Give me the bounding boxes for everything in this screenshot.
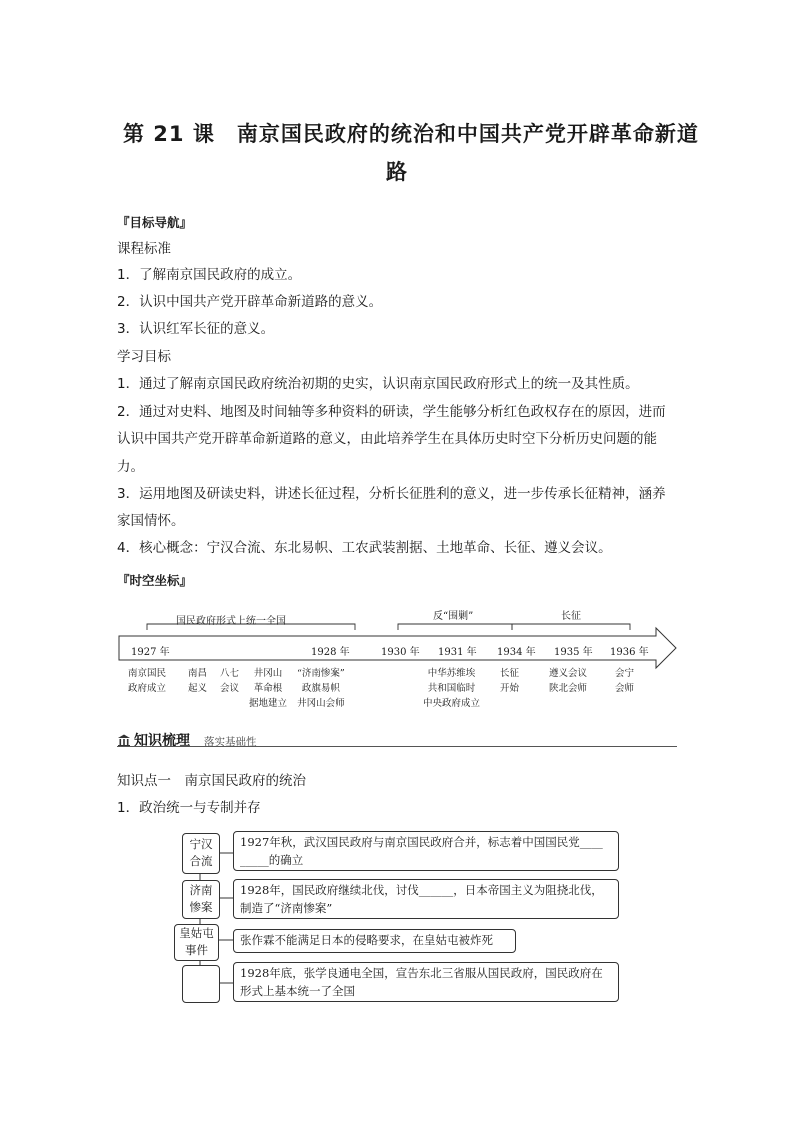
standard-item: 1．了解南京国民政府的成立。 <box>117 267 302 283</box>
knowledge-point-subtitle: 1．政治统一与专制并存 <box>117 800 261 816</box>
learning-item: 家国情怀。 <box>117 513 185 529</box>
page-title: 第 21 课 南京国民政府的统治和中国共产党开辟革命新道 <box>123 122 699 146</box>
knowledge-point-title: 知识点一 南京国民政府的统治 <box>117 773 306 789</box>
year-label: 1931 年 <box>438 647 477 658</box>
flow-label-box: 济南 惨案 <box>182 880 220 919</box>
span-bracket-long-march <box>512 624 630 630</box>
flow-text-box: 1928年，国民政府继续北伐，讨伐______，日本帝国主义为阻挠北伐， 制造了“济南惨案” <box>233 879 619 919</box>
year-label: 1936 年 <box>610 647 649 658</box>
standard-item: 2．认识中国共产党开辟革命新道路的意义。 <box>117 294 383 310</box>
timeline-event: “济南惨案” 政旗易帜 井冈山会师 <box>297 668 345 709</box>
year-label: 1930 年 <box>381 647 420 658</box>
timeline-event: 南京国民 政府成立 <box>128 668 167 694</box>
timeline-event: 会宁 会师 <box>615 668 635 694</box>
standard-item: 3．认识红军长征的意义。 <box>117 321 275 337</box>
learning-item: 1．通过了解南京国民政府统治初期的史实，认识南京国民政府形式上的统一及其性质。 <box>117 376 639 392</box>
timeline-event: 中华苏维埃 共和国临时 中央政府成立 <box>423 668 481 709</box>
learning-item: 3．运用地图及研读史料，讲述长征过程，分析长征胜利的意义，进一步传承长征精神，涵养 <box>117 486 666 502</box>
year-label: 1935 年 <box>554 647 593 658</box>
learning-item: 力。 <box>117 459 144 475</box>
learning-item: 2．通过对史料、地图及时间轴等多种资料的研读，学生能够分析红色政权存在的原因，进而 <box>117 404 666 420</box>
section-divider <box>117 746 677 747</box>
section-banner-subtitle: 落实基础性 <box>204 736 257 748</box>
learning-title: 学习目标 <box>117 349 171 365</box>
flow-text-box: 张作霖不能满足日本的侵略要求，在皇姑屯被炸死 <box>233 929 516 953</box>
timeline-event: 南昌 起义 <box>188 668 208 694</box>
timeline-event: 井冈山 革命根 据地建立 <box>249 668 288 709</box>
flow-text-box: 1927年秋，武汉国民政府与南京国民政府合并，标志着中国国民党____ _____的确立 <box>233 831 619 871</box>
timeline-event: 八七 会议 <box>220 668 240 694</box>
flow-label-box: 宁汉 合流 <box>182 833 220 874</box>
page-title-continued: 路 <box>386 160 408 184</box>
learning-item: 4．核心概念：宁汉合流、东北易帜、工农武装割据、土地革命、长征、遵义会议。 <box>117 540 612 556</box>
span-bracket-anti-encirclement <box>398 624 512 630</box>
goals-header: 『目标导航』 <box>117 215 193 230</box>
flow-label-box: 皇姑屯 事件 <box>174 924 219 961</box>
flow-label-box-blank <box>182 965 220 1003</box>
timeline-graphic <box>0 600 794 730</box>
learning-item: 认识中国共产党开辟革命新道路的意义，由此培养学生在具体历史时空下分析历史问题的能 <box>117 431 657 447</box>
timeline-event: 遵义会议 陕北会师 <box>549 668 588 694</box>
standard-title: 课程标准 <box>117 241 171 257</box>
year-label: 1928 年 <box>311 647 350 658</box>
timeline-event: 长征 开始 <box>500 668 520 694</box>
section-banner-title: 知识梳理 <box>134 733 190 749</box>
span-label: 国民政府形式上统一全国 <box>176 616 286 627</box>
timeline-header: 『时空坐标』 <box>117 573 193 588</box>
flow-text-box: 1928年底，张学良通电全国，宣告东北三省服从国民政府，国民政府在 形式上基本统一了全国 <box>233 962 619 1002</box>
year-label: 1927 年 <box>131 647 170 658</box>
year-label: 1934 年 <box>497 647 536 658</box>
span-label: 长征 <box>561 611 581 622</box>
span-label: 反“围剿” <box>433 611 474 622</box>
